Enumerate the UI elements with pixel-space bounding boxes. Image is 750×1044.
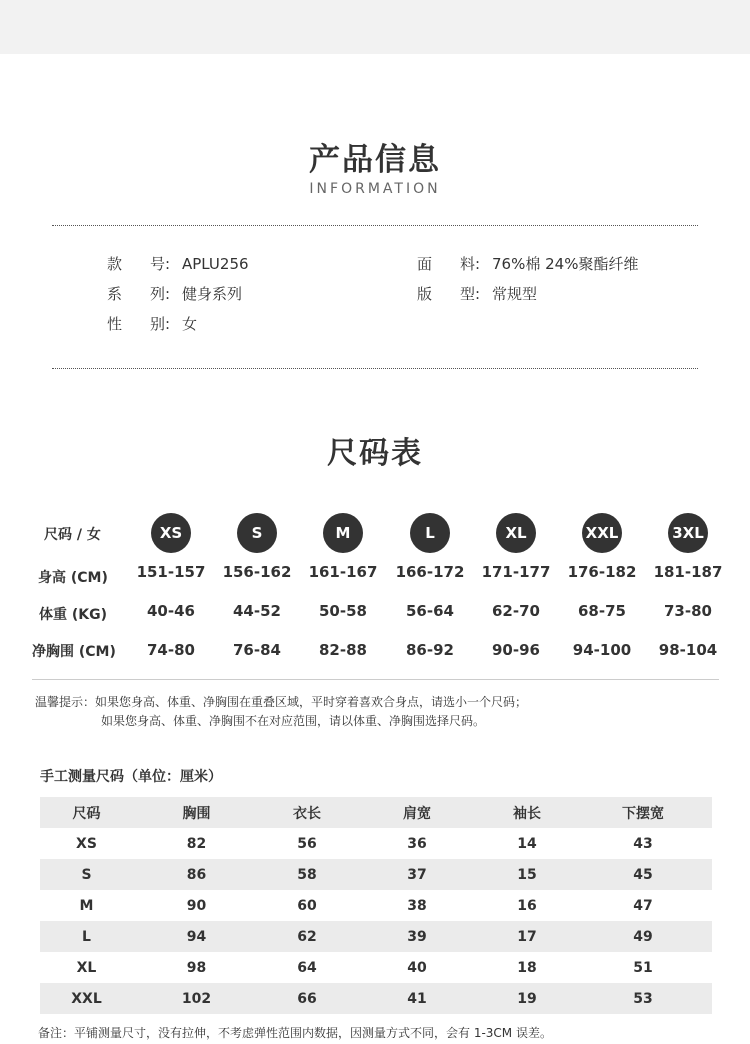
- table-cell: 98: [186, 959, 207, 976]
- chest-value: 82-88: [319, 641, 367, 659]
- spec-value: 76%棉 24%聚酯纤维: [492, 255, 639, 273]
- table-cell: 43: [633, 835, 653, 852]
- height-value: 181-187: [653, 563, 723, 581]
- table-cell: 18: [517, 959, 537, 976]
- table-cell: 62: [297, 928, 317, 945]
- table-header-row: [40, 797, 712, 828]
- row-label-height: 身高 (CM): [38, 570, 108, 586]
- table-cell: 102: [181, 990, 212, 1007]
- table-cell: 49: [633, 928, 653, 945]
- divider: [32, 679, 719, 680]
- weight-value: 73-80: [664, 602, 712, 620]
- spec-key: 款: [107, 255, 123, 273]
- table-row: [40, 983, 712, 1014]
- spec-key: 面: [417, 255, 433, 273]
- table-cell: 45: [633, 866, 653, 883]
- weight-value: 68-75: [578, 602, 626, 620]
- column-header: 袖长: [513, 805, 541, 822]
- table-cell: 82: [186, 835, 207, 852]
- table-cell: 60: [297, 897, 317, 914]
- table-cell: 39: [407, 928, 427, 945]
- spec-value: 女: [182, 315, 198, 333]
- table-cell: 36: [407, 835, 427, 852]
- table-cell: 15: [517, 866, 537, 883]
- spec-value: 健身系列: [182, 285, 243, 303]
- height-value: 161-167: [308, 563, 378, 581]
- info-subtitle: INFORMATION: [309, 181, 441, 197]
- size-badge-xl: XL: [496, 513, 536, 553]
- table-cell: XL: [76, 959, 97, 976]
- chest-value: 86-92: [406, 641, 454, 659]
- spec-value: APLU256: [182, 255, 249, 273]
- table-cell: 19: [517, 990, 537, 1007]
- table-cell: 56: [297, 835, 317, 852]
- weight-value: 62-70: [492, 602, 540, 620]
- chest-value: 76-84: [233, 641, 281, 659]
- size-chart-title: 尺码表: [327, 436, 423, 471]
- weight-value: 56-64: [406, 602, 454, 620]
- table-cell: 66: [297, 990, 317, 1007]
- table-cell: 90: [186, 897, 207, 914]
- table-cell: 37: [407, 866, 427, 883]
- table-cell: 47: [633, 897, 653, 914]
- table-cell: XXL: [71, 990, 102, 1007]
- table-row: [40, 859, 712, 890]
- size-badge-l: L: [410, 513, 450, 553]
- table-cell: 38: [407, 897, 427, 914]
- top-banner: [0, 0, 750, 54]
- table-cell: 53: [633, 990, 653, 1007]
- table-cell: 86: [186, 866, 207, 883]
- weight-value: 40-46: [147, 602, 195, 620]
- spec-key: 型:: [460, 285, 481, 303]
- spec-value: 常规型: [492, 285, 538, 303]
- column-header: 胸围: [182, 805, 211, 822]
- size-badge-xs: XS: [151, 513, 191, 553]
- column-header: 下摆宽: [622, 805, 664, 822]
- table-row: [40, 952, 712, 983]
- table-cell: 41: [407, 990, 427, 1007]
- size-badge-3xl: 3XL: [668, 513, 708, 553]
- measure-note: 备注：平铺测量尺寸，没有拉伸，不考虑弹性范围内数据，因测量方式不同，会有 1-3CM 误差。: [38, 1026, 552, 1040]
- table-cell: 17: [517, 928, 537, 945]
- spec-key: 别:: [150, 315, 171, 333]
- height-value: 156-162: [222, 563, 292, 581]
- weight-value: 50-58: [319, 602, 367, 620]
- table-cell: 51: [633, 959, 653, 976]
- table-cell: 16: [517, 897, 537, 914]
- row-label-chest: 净胸围 (CM): [32, 644, 116, 660]
- column-header: 衣长: [293, 805, 321, 822]
- height-value: 171-177: [481, 563, 551, 581]
- chest-value: 94-100: [572, 641, 632, 659]
- height-value: 176-182: [567, 563, 637, 581]
- size-badge-xxl: XXL: [582, 513, 622, 553]
- spec-key: 性: [107, 315, 123, 333]
- info-title: 产品信息: [309, 142, 441, 178]
- height-value: 151-157: [136, 563, 206, 581]
- table-cell: S: [81, 866, 92, 883]
- size-badge-s: S: [237, 513, 277, 553]
- divider: [52, 225, 698, 226]
- measure-title: 手工测量尺码（单位：厘米）: [40, 769, 222, 785]
- spec-key: 版: [417, 285, 433, 303]
- table-cell: 14: [517, 835, 537, 852]
- tip-line: 如果您身高、体重、净胸围不在对应范围，请以体重、净胸围选择尺码。: [101, 714, 486, 728]
- table-cell: XS: [76, 835, 97, 852]
- table-cell: M: [79, 897, 94, 914]
- measure-table: [40, 797, 712, 1014]
- spec-key: 系: [107, 285, 123, 303]
- column-header: 肩宽: [403, 805, 431, 822]
- spec-key: 号:: [150, 255, 171, 273]
- divider: [52, 368, 698, 369]
- table-cell: 58: [297, 866, 317, 883]
- spec-key: 料:: [460, 255, 481, 273]
- table-cell: 40: [407, 959, 427, 976]
- chest-value: 90-96: [492, 641, 540, 659]
- row-label-weight: 体重 (KG): [39, 607, 108, 623]
- table-row: [40, 921, 712, 952]
- height-value: 166-172: [395, 563, 465, 581]
- column-header: 尺码: [72, 805, 101, 822]
- chest-value: 98-104: [658, 641, 718, 659]
- size-header-label: 尺码 / 女: [44, 527, 101, 543]
- table-row: [40, 828, 712, 859]
- chest-value: 74-80: [147, 641, 195, 659]
- size-badge-m: M: [323, 513, 363, 553]
- table-cell: 64: [297, 959, 317, 976]
- table-cell: L: [82, 928, 91, 945]
- weight-value: 44-52: [233, 602, 281, 620]
- spec-key: 列:: [150, 285, 171, 303]
- table-row: [40, 890, 712, 921]
- table-cell: 94: [186, 928, 207, 945]
- tip-line: 温馨提示：如果您身高、体重、净胸围在重叠区域，平时穿着喜欢合身点，请选小一个尺码；: [35, 695, 528, 709]
